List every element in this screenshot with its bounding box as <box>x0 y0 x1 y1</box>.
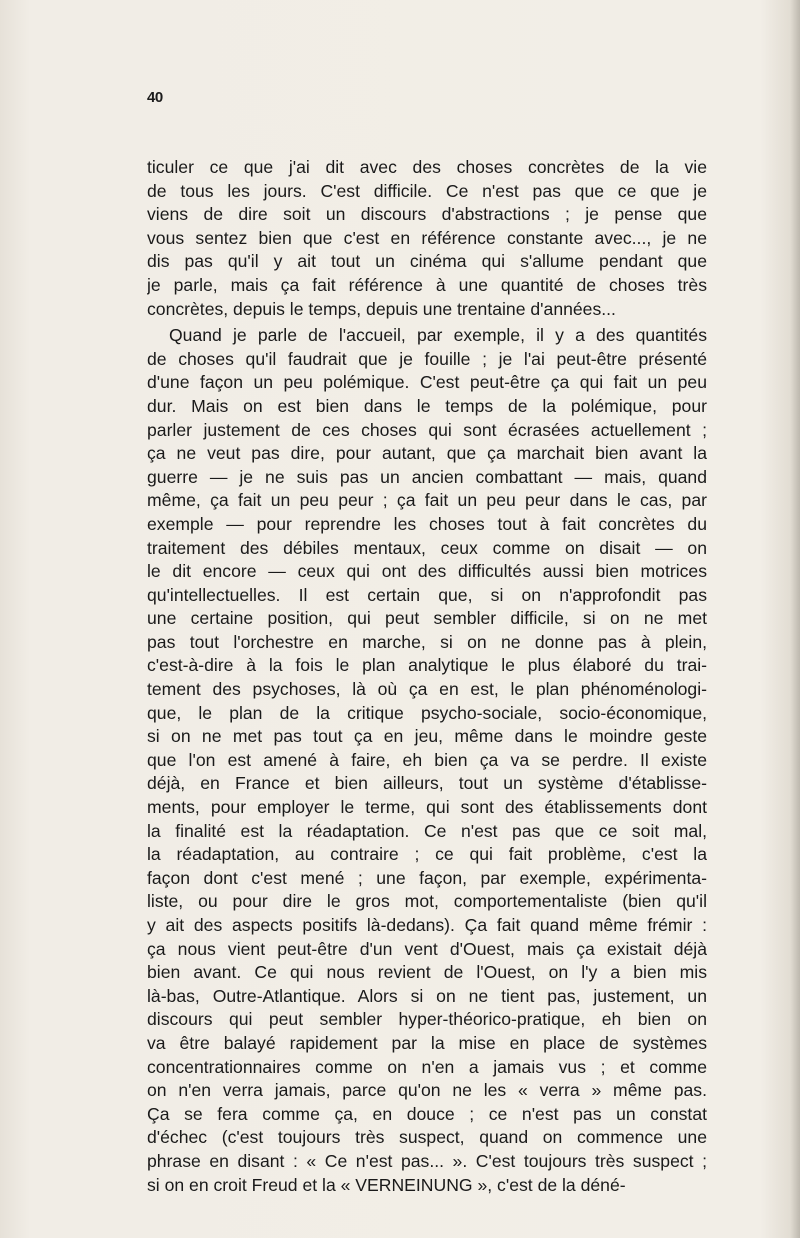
text-line: phrase en disant : « Ce n'est pas... ». C'est toujours très suspect ; <box>147 1150 707 1171</box>
text-line: que l'on est amené à faire, eh bien ça va se perdre. Il existe <box>147 749 707 770</box>
body-text <box>147 156 707 1197</box>
text-line: ments, pour employer le terme, qui sont des établissements dont <box>147 797 707 818</box>
text-line: Ça se fera comme ça, en douce ; ce n'est pas un constat <box>147 1103 707 1124</box>
text-line: tement des psychoses, là où ça en est, le plan phénoménologi- <box>147 679 707 700</box>
text-line: dur. Mais on est bien dans le temps de la polémique, pour <box>147 395 707 416</box>
text-line: de tous les jours. C'est difficile. Ce n'est pas que ce que je <box>147 180 707 201</box>
text-line: vous sentez bien que c'est en référence constante avec..., je ne <box>147 227 707 248</box>
text-line: si on en croit Freud et la « VERNEINUNG », c'est de la déné- <box>147 1174 626 1195</box>
text-line: dis pas qu'il y ait tout un cinéma qui s'allume pendant que <box>147 251 707 272</box>
text-line: d'une façon un peu polémique. C'est peut-être ça qui fait un peu <box>147 372 707 393</box>
text-line: le dit encore — ceux qui ont des difficultés aussi bien motrices <box>147 561 707 582</box>
text-line: qu'intellectuelles. Il est certain que, si on n'approfondit pas <box>147 584 707 605</box>
text-line: la réadaptation, au contraire ; ce qui fait problème, c'est la <box>147 844 707 865</box>
text-line: si on ne met pas tout ça en jeu, même dans le moindre geste <box>147 726 707 747</box>
text-line: de choses qu'il faudrait que je fouille ; je l'ai peut-être présenté <box>147 348 707 369</box>
paragraph-2 <box>147 324 707 1197</box>
text-line: bien avant. Ce qui nous revient de l'Ouest, on l'y a bien mis <box>147 962 707 983</box>
text-line: même, ça fait un peu peur ; ça fait un peu peur dans le cas, par <box>147 490 707 511</box>
text-line: viens de dire soit un discours d'abstractions ; je pense que <box>147 204 707 225</box>
text-line: là-bas, Outre-Atlantique. Alors si on ne tient pas, justement, un <box>147 985 707 1006</box>
text-line: Quand je parle de l'accueil, par exemple, il y a des quantités <box>169 325 707 346</box>
text-line: ticuler ce que j'ai dit avec des choses concrètes de la vie <box>147 157 707 177</box>
text-line: d'échec (c'est toujours très suspect, quand on commence une <box>147 1127 707 1148</box>
text-line: déjà, en France et bien ailleurs, tout un système d'établisse- <box>147 773 707 794</box>
text-line: guerre — je ne suis pas un ancien combattant — mais, quand <box>147 466 707 487</box>
text-line: traitement des débiles mentaux, ceux comme on disait — on <box>147 537 707 558</box>
text-line: la finalité est la réadaptation. Ce n'est pas que ce soit mal, <box>147 820 707 841</box>
text-line: une certaine position, qui peut sembler difficile, si on ne met <box>147 608 707 629</box>
text-line: va être balayé rapidement par la mise en place de systèmes <box>147 1032 707 1053</box>
text-line: je parle, mais ça fait référence à une quantité de choses très <box>147 274 707 295</box>
text-line: parler justement de ces choses qui sont écrasées actuellement ; <box>147 419 707 440</box>
text-line: on n'en verra jamais, parce qu'on ne les « verra » même pas. <box>147 1080 707 1101</box>
text-line: concrètes, depuis le temps, depuis une trentaine d'années... <box>147 298 616 319</box>
text-line: pas tout l'orchestre en marche, si on ne donne pas à plein, <box>147 631 707 652</box>
text-line: façon dont c'est mené ; une façon, par exemple, expérimenta- <box>147 867 707 888</box>
paragraph-1 <box>147 156 707 321</box>
page-number: 40 <box>147 89 163 106</box>
text-line: c'est-à-dire à la fois le plan analytique le plus élaboré du trai- <box>147 655 707 676</box>
text-line: concentrationnaires comme on n'en a jamais vus ; et comme <box>147 1056 707 1077</box>
text-line: ça ne veut pas dire, pour autant, que ça marchait bien avant la <box>147 443 707 464</box>
text-line: discours qui peut sembler hyper-théorico-pratique, eh bien on <box>147 1009 707 1030</box>
text-line: que, le plan de la critique psycho-sociale, socio-économique, <box>147 702 707 723</box>
text-line: liste, ou pour dire le gros mot, comportementaliste (bien qu'il <box>147 891 707 912</box>
text-line: y ait des aspects positifs là-dedans). Ça fait quand même frémir : <box>147 915 707 935</box>
text-line: ça nous vient peut-être d'un vent d'Ouest, mais ça existait déjà <box>147 938 707 959</box>
text-line: exemple — pour reprendre les choses tout à fait concrètes du <box>147 513 707 534</box>
